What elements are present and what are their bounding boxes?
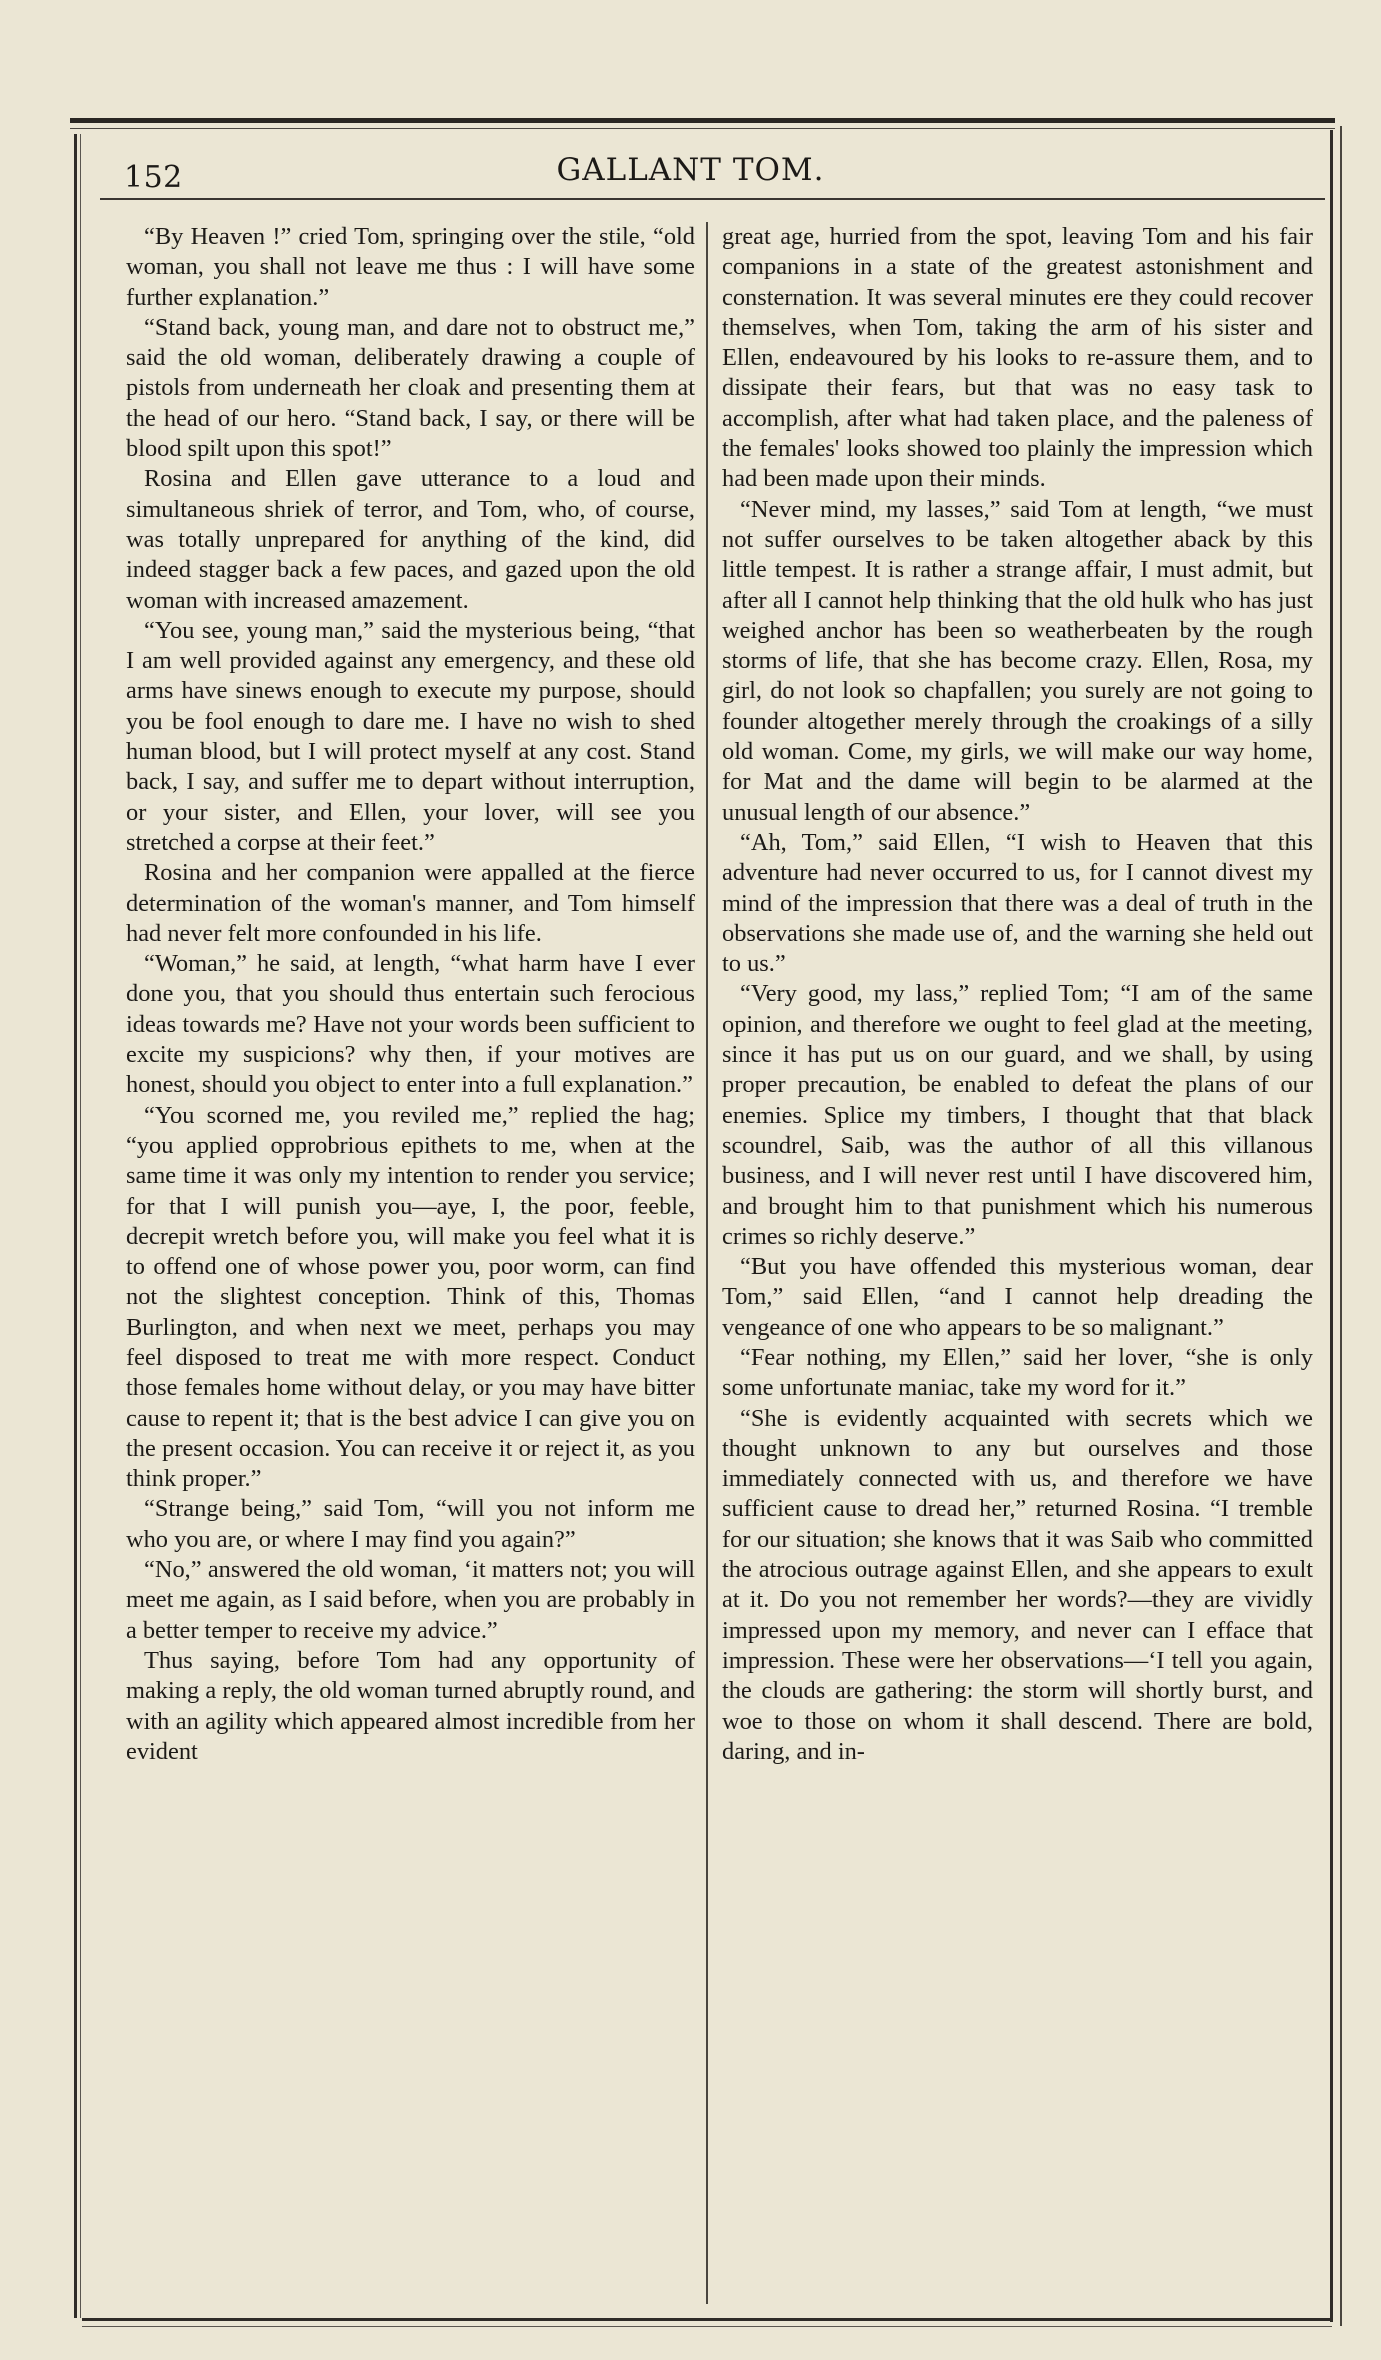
paragraph: “Never mind, my lasses,” said Tom at length, “we must not suffer ourselves to be taken altogether aback by this little tempest. It is rather a strange affair, I must admit, but after all I cannot help thinking that the old hulk who has just weighed anchor has been so weatherbeaten by the rough storms of life, that she has become crazy. Ellen, Rosa, my girl, do not look so chapfallen; you surely are not going to founder altogether merely through the croakings of a silly old woman. Come, my girls, we will make our way home, for Mat and the dame will begin to be alarmed at the unusual length of our absence.” (722, 495, 1313, 826)
paragraph: “Woman,” he said, at length, “what harm have I ever done you, that you should thus entertain such ferocious ideas towards me? Have not your words been sufficient to excite my suspicions? why then, if your motives are honest, should you object to enter into a full explanation.” (126, 950, 695, 1099)
paragraph: Rosina and Ellen gave utterance to a loud and simultaneous shriek of terror, and Tom, who, of course, was totally unprepared for anything of the kind, did indeed stagger back a few paces, and gazed upon the old woman with increased amazement. (126, 465, 695, 614)
paragraph: “No,” answered the old woman, ‘it matters not; you will meet me again, as I said before, when you are probably in a better temper to receive my advice.” (126, 1556, 695, 1644)
running-title: GALLANT TOM. (556, 152, 825, 188)
paragraph: Rosina and her companion were appalled at the fierce determination of the woman's manner, and Tom himself had never felt more confounded in his life. (126, 859, 695, 947)
left-border-rule-inner (80, 134, 81, 2318)
bottom-rule-thin (82, 2326, 1332, 2327)
paragraph: “Stand back, young man, and dare not to obstruct me,” said the old woman, deliberately drawing a couple of pistols from underneath her cloak and presenting them at the head of our hero. “Stand back, I say, or there will be blood spilt upon this spot!” (126, 313, 695, 463)
top-rule-thin (70, 128, 1335, 129)
column-divider (706, 222, 708, 2304)
bottom-rule (82, 2318, 1332, 2321)
paragraph: Thus saying, before Tom had any opportunity of making a reply, the old woman turned abruptly round, and with an agility which appeared almost incredible from her evident (126, 1646, 695, 1765)
header-rule (100, 198, 1325, 200)
left-border-rule (74, 134, 77, 2318)
paragraph: “Strange being,” said Tom, “will you not inform me who you are, or where I may find you again?” (126, 1495, 695, 1553)
paragraph: “You scorned me, you reviled me,” replied the hag; “you applied opprobrious epithets to me, when at the same time it was only my intention to render you service; for that I will punish you—aye, I, the poor, feeble, decrepit wretch before you, will make you feel what it is to offend one of whose power you, poor worm, can find not the slightest conception. Think of this, Thomas Burlington, and when next we meet, perhaps you may feel disposed to treat me with more respect. Conduct those females home without delay, or you may have bitter cause to repent it; that is the best advice I can give you on the present occasion. You can receive it or reject it, as you think proper.” (126, 1101, 695, 1493)
right-border-rule-outer (1340, 126, 1342, 2326)
paragraph-continued: great age, hurried from the spot, leaving Tom and his fair companions in a state of the greatest astonishment and consternation. It was several minutes ere they could recover themselves, when Tom, taking the arm of his sister and Ellen, endeavoured by his looks to re-assure them, and to dissipate their fears, but that was no easy task to accomplish, after what had taken place, and the paleness of the females' looks showed too plainly the impression which had been made upon their minds. (722, 223, 1313, 493)
top-rule (70, 118, 1335, 123)
paragraph: “Very good, my lass,” replied Tom; “I am of the same opinion, and therefore we ought to feel glad at the meeting, since it has put us on our guard, and we shall, by using proper precaution, be enabled to defeat the plans of our enemies. Splice my timbers, I thought that that black scoundrel, Saib, was the author of all this villanous business, and I will never rest until I have discovered him, and brought him to that punishment which his numerous crimes so richly deserve.” (722, 980, 1313, 1250)
paragraph: “Fear nothing, my Ellen,” said her lover, “she is only some unfortunate maniac, take my word for it.” (722, 1343, 1313, 1402)
paragraph: “By Heaven !” cried Tom, springing over the stile, “old woman, you shall not leave me thus : I will have some further explanation.” (126, 223, 695, 311)
paragraph: “You see, young man,” said the mysterious being, “that I am well provided against any emergency, and these old arms have sinews enough to execute my purpose, should you be fool enough to dare me. I have no wish to shed human blood, but I will protect myself at any cost. Stand back, I say, and suffer me to depart without interruption, or your sister, and Ellen, your lover, will see you stretched a corpse at their feet.” (126, 616, 695, 856)
paragraph: “But you have offended this mysterious woman, dear Tom,” said Ellen, “and I cannot help dreading the vengeance of one who appears to be so malignant.” (722, 1253, 1313, 1341)
right-border-rule (1330, 130, 1333, 2322)
right-column (722, 222, 1313, 1767)
paragraph: “Ah, Tom,” said Ellen, “I wish to Heaven that this adventure had never occurred to us, for I cannot divest my mind of the impression that there was a deal of truth in the observations she made use of, and the warning she held out to us.” (722, 828, 1313, 978)
left-column (126, 222, 695, 1767)
page-number: 152 (124, 160, 183, 195)
paragraph: “She is evidently acquainted with secrets which we thought unknown to any but ourselves and those immediately connected with us, and therefore we have sufficient cause to dread her,” returned Rosina. “I tremble for our situation; she knows that it was Saib who committed the atrocious outrage against Ellen, and she appears to exult at it. Do you not remember her words?—they are vividly impressed upon my memory, and never can I efface that impression. These were her observations—‘I tell you again, the clouds are gathering: the storm will shortly burst, and woe to those on whom it shall descend. There are bold, daring, and in- (722, 1404, 1313, 1765)
